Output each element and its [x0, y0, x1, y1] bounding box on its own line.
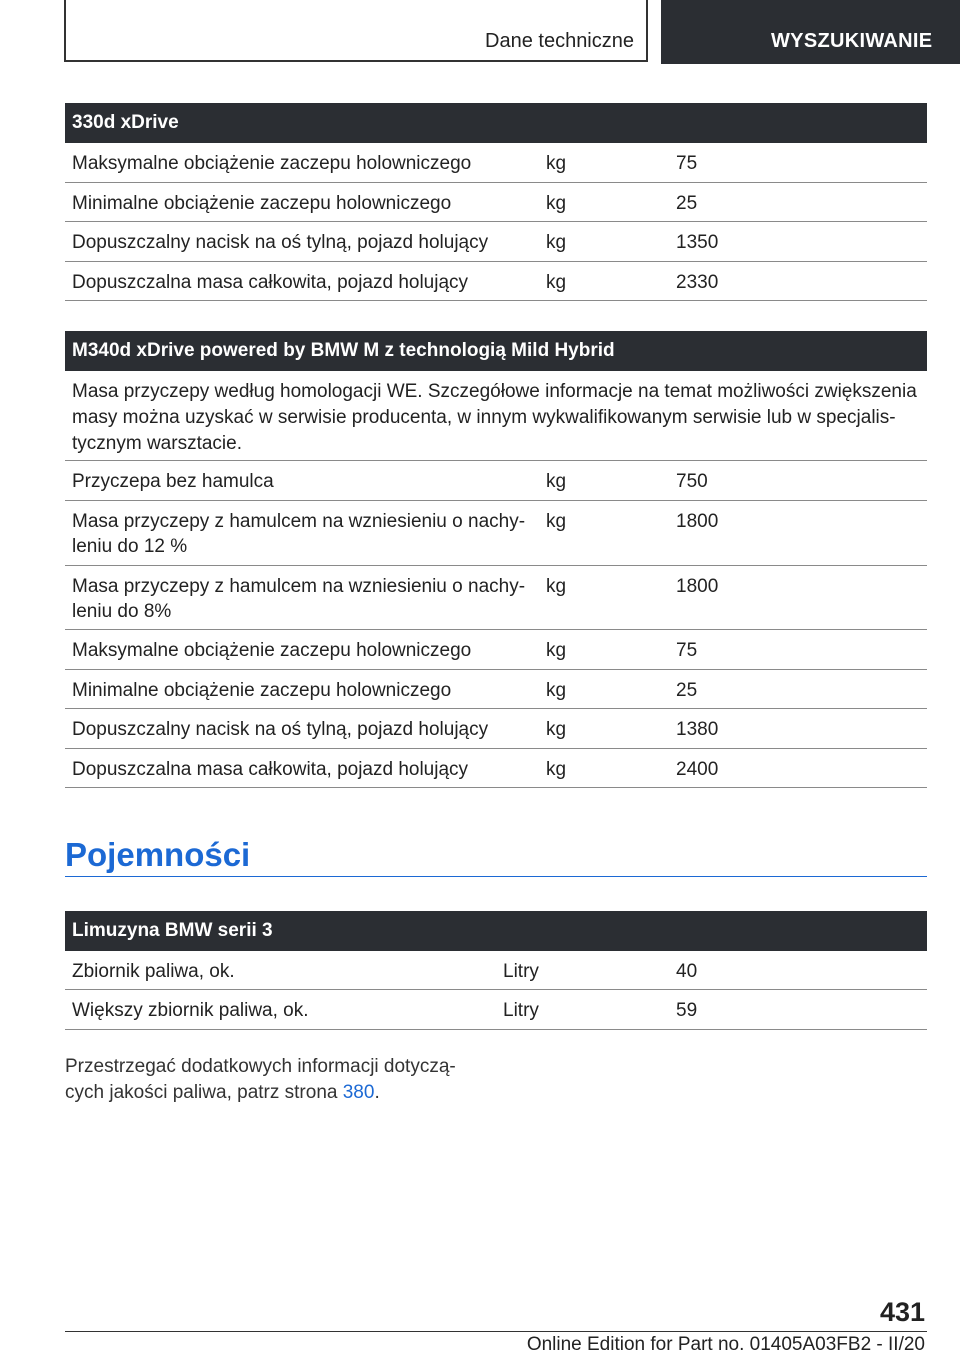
- row-unit: Litry: [503, 1000, 539, 1021]
- section-tab[interactable]: [64, 0, 648, 62]
- table-row: [65, 143, 927, 183]
- row-label: Dopuszczalny nacisk na oś tylną, pojazd holujący: [72, 719, 489, 740]
- row-label: Dopuszczalny nacisk na oś tylną, pojazd holujący: [72, 232, 489, 253]
- table-row: [65, 262, 927, 301]
- table-row: [65, 670, 927, 709]
- fuel-info-paragraph: [65, 1054, 485, 1106]
- table-row: [65, 222, 927, 262]
- table-row: [65, 951, 927, 990]
- row-label: Masa przyczepy z hamulcem na wzniesieniu o nachy-leniu do 8%: [72, 576, 526, 622]
- row-unit: kg: [546, 759, 567, 780]
- page-reference-link[interactable]: 380: [342, 1082, 375, 1103]
- table-row: [65, 709, 927, 749]
- row-label: Dopuszczalna masa całkowita, pojazd holujący: [72, 759, 469, 780]
- table-row: [65, 990, 927, 1030]
- row-value: 25: [676, 193, 698, 214]
- row-value: 59: [676, 1000, 698, 1021]
- row-unit: kg: [546, 471, 567, 492]
- section-tab-label: Dane techniczne: [485, 30, 634, 52]
- table-capacities: [65, 911, 927, 1030]
- row-unit: kg: [546, 576, 567, 597]
- row-label: Masa przyczepy z hamulcem na wzniesieniu o nachy-leniu do 12 %: [72, 511, 526, 557]
- search-tab[interactable]: [661, 0, 960, 64]
- table-row: [65, 461, 927, 501]
- search-tab-label: WYSZUKIWANIE: [771, 30, 933, 52]
- table-row: [65, 749, 927, 788]
- row-label: Zbiornik paliwa, ok.: [72, 961, 235, 982]
- table-row: [65, 566, 927, 630]
- row-value: 75: [676, 640, 698, 661]
- row-value: 2330: [676, 272, 719, 293]
- row-unit: kg: [546, 153, 567, 174]
- table-m340d-title: M340d xDrive powered by BMW M z technologią Mild Hybrid: [65, 331, 927, 371]
- row-label: Większy zbiornik paliwa, ok.: [72, 1000, 309, 1021]
- paragraph-end: .: [374, 1082, 380, 1103]
- row-value: 40: [676, 961, 698, 982]
- row-label: Maksymalne obciążenie zaczepu holowniczego: [72, 153, 472, 174]
- section-heading: Pojemności: [65, 835, 927, 877]
- row-unit: kg: [546, 193, 567, 214]
- row-value: 1350: [676, 232, 719, 253]
- table-330d-title: 330d xDrive: [65, 103, 927, 143]
- page-number: 431: [879, 1297, 925, 1327]
- row-value: 2400: [676, 759, 719, 780]
- row-label: Przyczepa bez hamulca: [72, 471, 274, 492]
- footer-divider: [65, 1331, 927, 1332]
- row-unit: kg: [546, 640, 567, 661]
- row-unit: kg: [546, 232, 567, 253]
- row-unit: kg: [546, 272, 567, 293]
- row-value: 750: [676, 471, 708, 492]
- table-m340d: [65, 331, 927, 788]
- row-label: Dopuszczalna masa całkowita, pojazd holujący: [72, 272, 469, 293]
- row-unit: kg: [546, 511, 567, 532]
- row-unit: Litry: [503, 961, 539, 982]
- row-value: 25: [676, 680, 698, 701]
- row-unit: kg: [546, 680, 567, 701]
- row-value: 1800: [676, 576, 719, 597]
- edition-footer: Online Edition for Part no. 01405A03FB2 - II/20: [526, 1334, 925, 1355]
- table-capacities-title: Limuzyna BMW serii 3: [65, 911, 927, 951]
- table-row: [65, 501, 927, 566]
- row-value: 1800: [676, 511, 719, 532]
- table-row: [65, 630, 927, 670]
- row-label: Minimalne obciążenie zaczepu holowniczego: [72, 680, 452, 701]
- paragraph-line-2: cych jakości paliwa, patrz strona: [65, 1082, 343, 1103]
- table-m340d-note: Masa przyczepy według homologacji WE. Szczegółowe informacje na temat możliwości zwiększenia masy można uzyskać w serwisie producenta, w innym wykwalifikowanym serwisie lub w specjalis-tycznym warsztacie.: [65, 371, 927, 461]
- row-value: 1380: [676, 719, 719, 740]
- table-row: [65, 183, 927, 222]
- row-label: Minimalne obciążenie zaczepu holowniczego: [72, 193, 452, 214]
- paragraph-line-1: Przestrzegać dodatkowych informacji dotyczą-: [65, 1056, 456, 1077]
- row-label: Maksymalne obciążenie zaczepu holowniczego: [72, 640, 472, 661]
- table-330d: [65, 103, 927, 301]
- row-unit: kg: [546, 719, 567, 740]
- row-value: 75: [676, 153, 698, 174]
